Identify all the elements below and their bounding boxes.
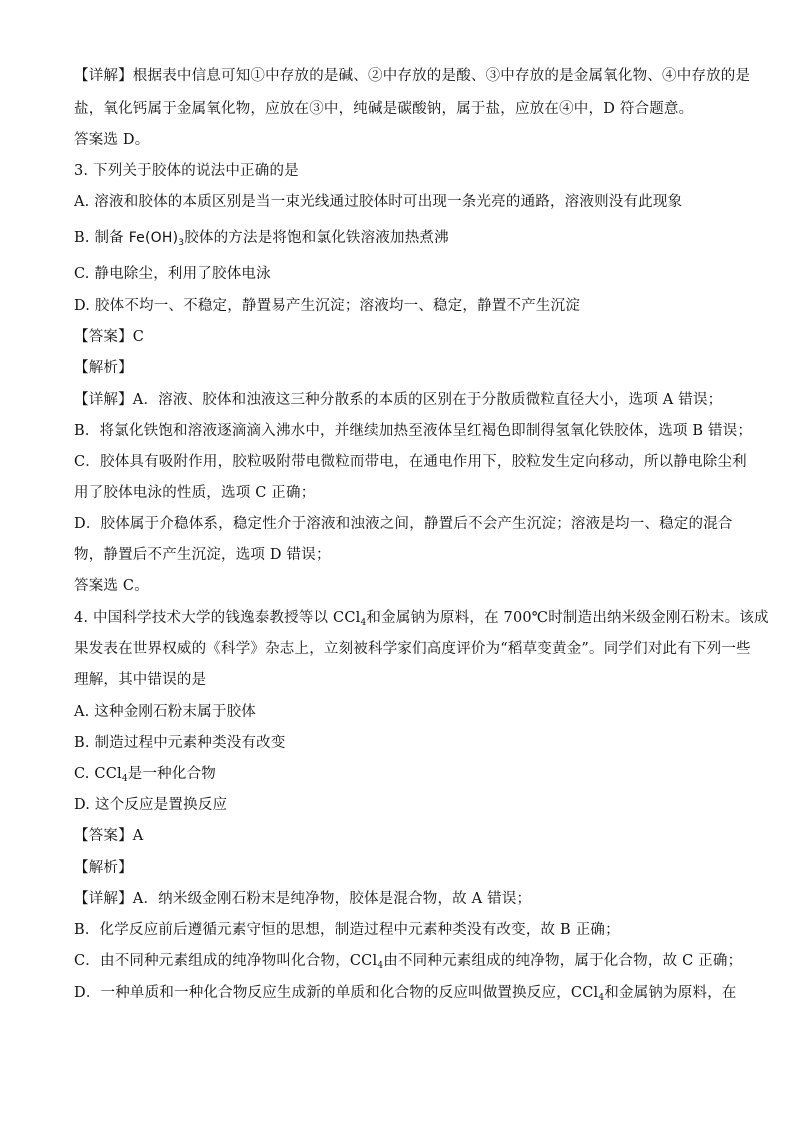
analysis-label: 【解析】 — [74, 860, 133, 876]
exp-d-suffix: 和金属钠为原料，在 — [604, 985, 737, 1001]
text-line: 【详解】根据表中信息可知①中存放的是碱、②中存放的是酸、③中存放的是金属氧化物、④中存放的是 — [74, 68, 751, 84]
option-b-suffix: 胶体的方法是将饱和氯化铁溶液加热煮沸 — [184, 230, 449, 246]
option-b-prefix: B. 制备 — [74, 230, 129, 246]
answer-label: 【答案】C — [74, 329, 145, 345]
question-4-option-a: A. 这种金刚石粉末属于胶体 — [74, 704, 256, 720]
explanation-line-c — [74, 951, 743, 971]
explanation-line: 物，静置后不产生沉淀，选项 D 错误； — [74, 547, 331, 563]
exp-d-subscript: 4 — [598, 993, 605, 1003]
text-line: 答案选 D。 — [74, 132, 150, 148]
q4-prefix: 4. 中国科学技术大学的钱逸泰教授等以 CCl — [74, 610, 361, 626]
question-4-stem — [74, 608, 769, 628]
exp-c-subscript: 4 — [377, 961, 384, 971]
explanation-line: 用了胶体电泳的性质，选项 C 正确； — [74, 485, 316, 501]
question-4-option-d: D. 这个反应是置换反应 — [74, 797, 228, 813]
answer-conclusion: 答案选 C。 — [74, 578, 149, 594]
q4c-prefix: C. CCl — [74, 766, 122, 782]
explanation-line: D．胶体属于介稳体系，稳定性介于溶液和浊液之间，静置后不会产生沉淀；溶液是均一、稳定的混合 — [74, 516, 733, 532]
formula-subscript: 3 — [178, 238, 185, 248]
question-3-option-b — [74, 228, 724, 248]
question-3-option-a: A. 溶液和胶体的本质区别是当一束光线通过胶体时可出现一条光亮的通路，溶液则没有此现象 — [74, 194, 683, 210]
question-4-stem-cont: 果发表在世界权威的《科学》杂志上，立刻被科学家们高度评价为“稻草变黄金”。同学们对此有下列一些 — [74, 641, 751, 657]
question-3-stem: 3. 下列关于胶体的说法中正确的是 — [74, 163, 299, 179]
exp-c-prefix: C．由不同种元素组成的纯净物叫化合物，CCl — [74, 953, 378, 969]
question-4-option-c — [74, 764, 724, 784]
explanation-line: B．将氯化铁饱和溶液逐滴滴入沸水中，并继续加热至液体呈红褐色即制得氢氧化铁胶体，选项 B 错误； — [74, 423, 753, 439]
q4c-suffix: 是一种化合物 — [127, 766, 216, 782]
question-3-option-d: D. 胶体不均一、不稳定，静置易产生沉淀；溶液均一、稳定，静置不产生沉淀 — [74, 298, 581, 314]
question-3-option-c: C. 静电除尘，利用了胶体电泳 — [74, 266, 271, 282]
explanation-line-d — [74, 983, 737, 1003]
explanation-line: 【详解】A．纳米级金刚石粉末是纯净物，胶体是混合物，故 A 错误； — [74, 891, 532, 907]
question-4-option-b: B. 制造过程中元素种类没有改变 — [74, 735, 286, 751]
explanation-line: B．化学反应前后遵循元素守恒的思想，制造过程中元素种类没有改变，故 B 正确； — [74, 922, 620, 938]
explanation-line: C．胶体具有吸附作用，胶粒吸附带电微粒而带电，在通电作用下，胶粒发生定向移动，所以静电除尘利 — [74, 454, 747, 470]
fe-oh-3-formula — [129, 230, 185, 246]
analysis-label: 【解析】 — [74, 360, 133, 376]
q4-suffix: 和金属钠为原料，在 700℃时制造出纳米级金刚石粉末。该成 — [366, 610, 769, 626]
question-4-stem-cont: 理解，其中错误的是 — [74, 672, 207, 688]
exp-c-suffix: 由不同种元素组成的纯净物，属于化合物，故 C 正确； — [383, 953, 743, 969]
q4-subscript: 4 — [360, 618, 367, 628]
formula-main: Fe(OH) — [128, 230, 179, 246]
q4c-subscript: 4 — [121, 774, 128, 784]
answer-label: 【答案】A — [74, 828, 144, 844]
exp-d-prefix: D．一种单质和一种化合物反应生成新的单质和化合物的反应叫做置换反应，CCl — [74, 985, 599, 1001]
text-line: 盐，氧化钙属于金属氧化物，应放在③中，纯碱是碳酸钠，属于盐，应放在④中，D 符合题意。 — [74, 101, 694, 117]
explanation-line: 【详解】A．溶液、胶体和浊液这三种分散系的本质的区别在于分散质微粒直径大小，选项 A 错误； — [74, 392, 723, 408]
